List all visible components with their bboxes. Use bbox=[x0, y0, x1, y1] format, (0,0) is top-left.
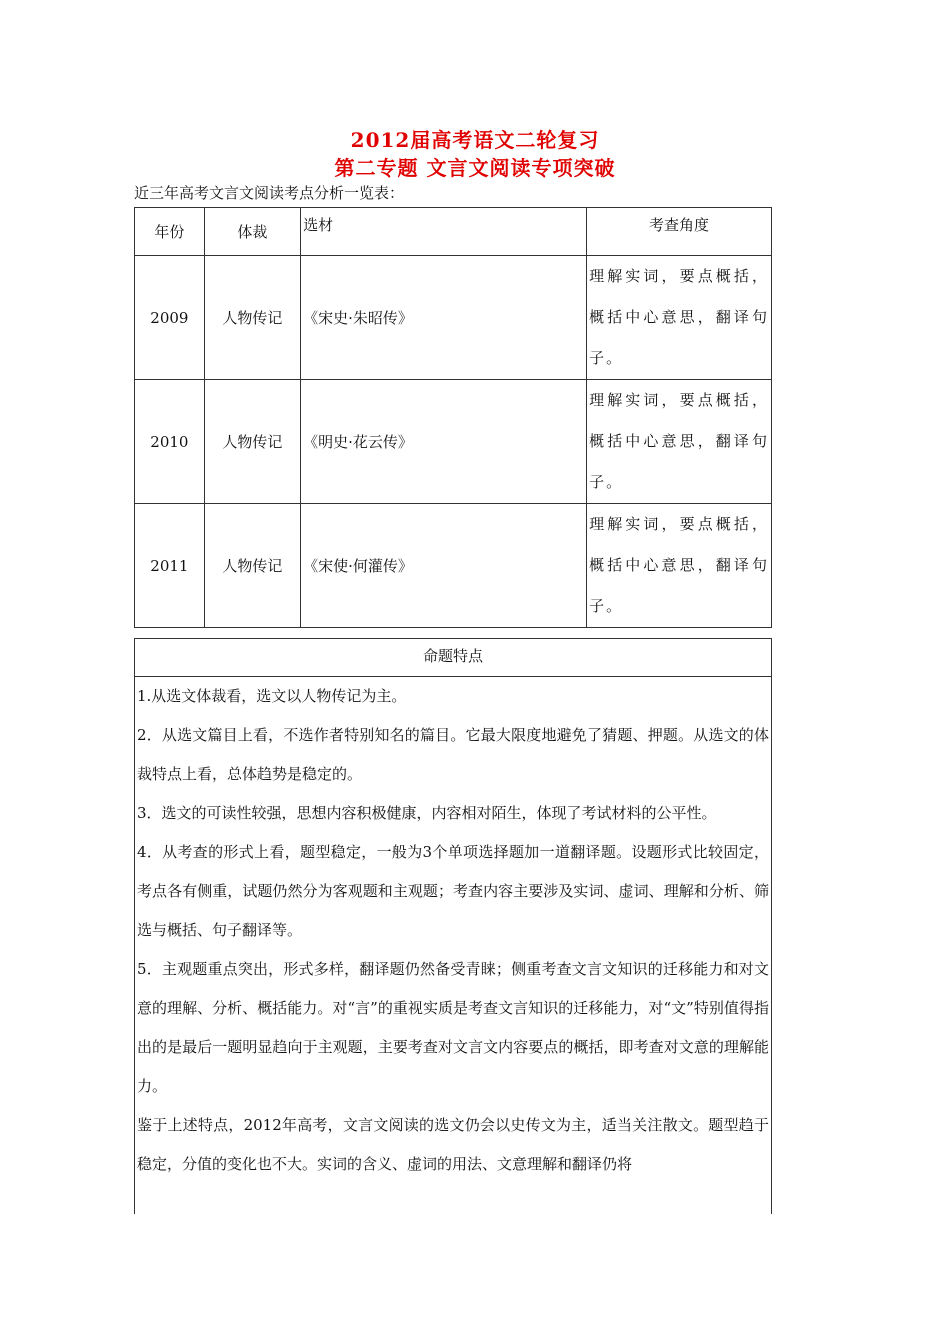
features-body bbox=[135, 677, 771, 1184]
document-title: 2012届高考语文二轮复习 bbox=[350, 128, 600, 152]
row-genre: 人物传记 bbox=[204, 256, 300, 380]
feature-paragraph: 4．从考查的形式上看，题型稳定，一般为3个单项选择题加一道翻译题。设题形式比较固定，考点各有侧重，试题仍然分为客观题和主观题；考查内容主要涉及实词、虚词、理解和分析、筛选与概括、句子翻译等。 bbox=[137, 843, 769, 939]
features-heading: 命题特点 bbox=[135, 639, 771, 677]
row-genre: 人物传记 bbox=[204, 504, 300, 628]
header-genre: 体裁 bbox=[204, 208, 300, 256]
row-angle-cell bbox=[587, 380, 772, 504]
row-angle-cell bbox=[587, 504, 772, 628]
exam-overview-table bbox=[134, 207, 772, 628]
table-header-row bbox=[135, 208, 772, 256]
row-angle: 理解实词，要点概括，概括中心意思，翻译句子。 bbox=[589, 267, 769, 367]
row-year: 2009 bbox=[135, 256, 205, 380]
header-source: 选材 bbox=[301, 208, 587, 256]
row-year: 2010 bbox=[135, 380, 205, 504]
row-angle: 理解实词，要点概括，概括中心意思，翻译句子。 bbox=[589, 391, 769, 491]
feature-paragraph: 3．选文的可读性较强，思想内容积极健康，内容相对陌生，体现了考试材料的公平性。 bbox=[137, 804, 717, 822]
feature-paragraph: 5．主观题重点突出，形式多样，翻译题仍然备受青睐；侧重考查文言文知识的迁移能力和对文意的理解、分析、概括能力。对“言”的重视实质是考查文言知识的迁移能力，对“文”特别值得指出的是最后一题明显趋向于主观题，主要考查对文言文内容要点的概括，即考查对文意的理解能力。 bbox=[137, 960, 769, 1095]
row-angle: 理解实词，要点概括，概括中心意思，翻译句子。 bbox=[589, 515, 769, 615]
feature-paragraph: 2．从选文篇目上看，不选作者特别知名的篇目。它最大限度地避免了猜题、押题。从选文的体裁特点上看，总体趋势是稳定的。 bbox=[137, 726, 769, 783]
row-year: 2011 bbox=[135, 504, 205, 628]
feature-paragraph: 1.从选文体裁看，选文以人物传记为主。 bbox=[137, 687, 407, 705]
table-row bbox=[135, 256, 772, 380]
document-subtitle: 第二专题 文言文阅读专项突破 bbox=[334, 156, 616, 180]
row-source: 《宋史·朱昭传》 bbox=[301, 256, 587, 380]
header-angle: 考查角度 bbox=[587, 208, 772, 256]
table-row bbox=[135, 504, 772, 628]
table-row bbox=[135, 380, 772, 504]
row-source: 《宋使·何灌传》 bbox=[301, 504, 587, 628]
row-source: 《明史·花云传》 bbox=[301, 380, 587, 504]
row-angle-cell bbox=[587, 256, 772, 380]
table-intro: 近三年高考文言文阅读考点分析一览表： bbox=[134, 184, 405, 202]
feature-paragraph: 鉴于上述特点，2012年高考，文言文阅读的选文仍会以史传文为主，适当关注散文。题型趋于稳定，分值的变化也不大。实词的含义、虚词的用法、文意理解和翻译仍将 bbox=[137, 1116, 769, 1173]
row-genre: 人物传记 bbox=[204, 380, 300, 504]
features-box bbox=[134, 638, 772, 1214]
header-year: 年份 bbox=[135, 208, 205, 256]
